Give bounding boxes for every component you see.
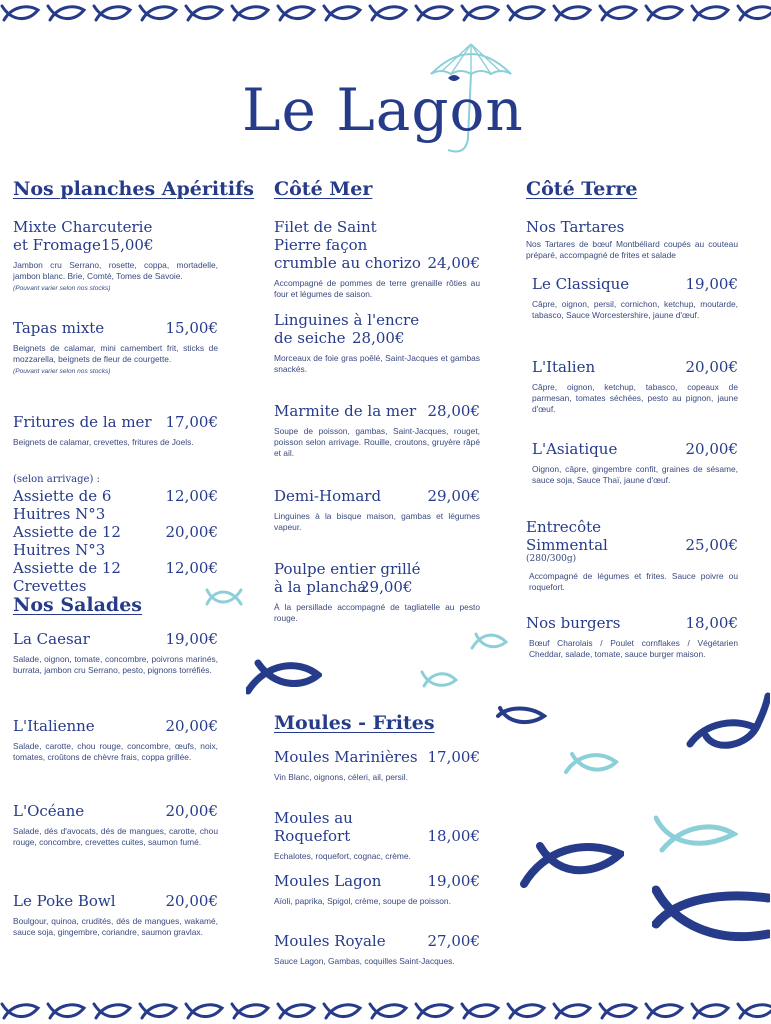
item-price: 12,00€ bbox=[165, 559, 218, 577]
column-terre bbox=[526, 178, 738, 659]
border-fish-icon bbox=[324, 6, 360, 20]
section-title-mer: Côté Mer bbox=[274, 178, 373, 200]
border-fish-icon bbox=[416, 6, 452, 20]
fish-border-bottom bbox=[0, 1000, 771, 1022]
fish-icon bbox=[564, 746, 620, 776]
item-description: Beignets de calamar, mini camembert frit, sticks de mozzarella, beignets de fleur de courgette. bbox=[13, 343, 218, 364]
item-name: Assiette de 6 Huitres N°3 bbox=[13, 487, 112, 523]
item-name: Moules Lagon bbox=[274, 872, 382, 890]
item-name: Demi-Homard bbox=[274, 487, 382, 505]
item-price: 20,00€ bbox=[165, 717, 218, 735]
item-description: Câpre, oignon, ketchup, tabasco, copeaux de parmesan, tomates séchées, pesto au pignon, jaune d'œuf. bbox=[532, 382, 738, 414]
border-fish-icon bbox=[186, 1004, 222, 1018]
border-fish-icon bbox=[278, 1004, 314, 1018]
item-name: Moules Royale bbox=[274, 932, 386, 950]
border-fish-icon bbox=[462, 1004, 498, 1018]
fish-icon bbox=[686, 692, 770, 762]
fish-icon bbox=[205, 586, 243, 608]
menu-item-classique bbox=[526, 275, 738, 321]
item-description: Sauce Lagon, Gambas, coquilles Saint-Jacques. bbox=[274, 956, 455, 966]
item-description: Câpre, oignon, persil, cornichon, ketchup, moutarde, tabasco, Sauce Worcestershire, jaune d'œuf. bbox=[532, 299, 738, 320]
border-fish-icon bbox=[278, 6, 314, 20]
fish-icon bbox=[520, 826, 624, 888]
item-name: Linguines à l'encre de seiche bbox=[274, 311, 420, 347]
border-fish-icon bbox=[370, 6, 406, 20]
fish-icon bbox=[654, 812, 738, 856]
menu-item-homard bbox=[274, 487, 480, 533]
border-fish-icon bbox=[692, 6, 728, 20]
item-weight: (280/300g) bbox=[526, 554, 577, 564]
arrivage-intro: (selon arrivage) : bbox=[13, 474, 100, 485]
item-name: Nos Tartares bbox=[526, 218, 625, 236]
menu-item-fritures bbox=[13, 413, 218, 448]
section-title-terre: Côté Terre bbox=[526, 178, 638, 200]
item-description: Boulgour, quinoa, crudités, dés de mangues, wakamé, sauce soja, gingembre, coriandre, saumon gravlax. bbox=[13, 916, 218, 937]
border-fish-icon bbox=[370, 1004, 406, 1018]
border-fish-icon bbox=[232, 6, 268, 20]
item-name: Entrecôte Simmental bbox=[526, 518, 608, 554]
item-price: 17,00€ bbox=[427, 748, 480, 766]
menu-item-lagon bbox=[274, 872, 480, 907]
fish-icon bbox=[420, 668, 458, 690]
column-aperitifs-salades bbox=[13, 178, 254, 937]
item-price: 20,00€ bbox=[165, 523, 218, 541]
item-price: 20,00€ bbox=[165, 892, 218, 910]
item-name: Le Classique bbox=[532, 275, 630, 293]
border-fish-icon bbox=[738, 6, 771, 20]
item-price: 29,00€ bbox=[427, 487, 480, 505]
item-description: Bœuf Charolais / Poulet cornflakes / Végétarien Cheddar, salade, tomate, sauce burger maison. bbox=[529, 638, 738, 659]
border-fish-icon bbox=[600, 6, 636, 20]
border-fish-icon bbox=[94, 6, 130, 20]
border-fish-icon bbox=[554, 6, 590, 20]
item-description: Morceaux de foie gras poêlé, Saint-Jacques et gambas snackés. bbox=[274, 353, 480, 374]
item-description: Salade, dés d'avocats, dés de mangues, carotte, chou rouge, concombre, crevettes cuites, saumon fumé. bbox=[13, 826, 218, 847]
menu-item-mixte bbox=[13, 218, 218, 292]
fish-icon bbox=[652, 884, 770, 950]
menu-item-linguines bbox=[274, 311, 480, 375]
item-price: 24,00€ bbox=[427, 254, 480, 272]
item-description: Vin Blanc, oignons, céleri, ail, persil. bbox=[274, 772, 408, 782]
border-fish-icon bbox=[2, 6, 38, 20]
border-fish-icon bbox=[554, 1004, 590, 1018]
menu-item-royale bbox=[274, 932, 480, 967]
section-title-moules: Moules - Frites bbox=[274, 712, 435, 734]
item-price: 19,00€ bbox=[165, 630, 218, 648]
arrivage-line bbox=[13, 487, 218, 523]
border-fish-icon bbox=[48, 1004, 84, 1018]
item-name: Tapas mixte bbox=[13, 319, 105, 337]
item-price: 20,00€ bbox=[165, 802, 218, 820]
item-name: L'Asiatique bbox=[532, 440, 618, 458]
border-fish-icon bbox=[508, 1004, 544, 1018]
menu-item-italienne bbox=[13, 717, 218, 763]
item-description: Beignets de calamar, crevettes, fritures de Joels. bbox=[13, 437, 194, 447]
menu-item-tapas bbox=[13, 319, 218, 375]
item-price: 15,00€ bbox=[165, 319, 218, 337]
arrivage-line bbox=[13, 523, 218, 559]
item-name: Poulpe entier grillé à la plancha bbox=[274, 560, 421, 596]
item-name: L'Italien bbox=[532, 358, 596, 376]
border-fish-icon bbox=[692, 1004, 728, 1018]
item-note: (Pouvant varier selon nos stocks) bbox=[13, 368, 111, 375]
menu-item-burgers bbox=[526, 614, 738, 660]
item-note: (Pouvant varier selon nos stocks) bbox=[13, 285, 111, 292]
section-title-planches: Nos planches Apéritifs bbox=[13, 178, 254, 200]
arrivage-line bbox=[13, 559, 218, 595]
border-fish-icon bbox=[508, 6, 544, 20]
item-description: Nos Tartares de bœuf Montbéliard coupés au couteau préparé, accompagné de frites et salade bbox=[526, 239, 738, 260]
item-price: 29,00€ bbox=[360, 578, 413, 596]
item-price: 18,00€ bbox=[685, 614, 738, 632]
item-price: 18,00€ bbox=[427, 827, 480, 845]
menu-item-poulpe bbox=[274, 560, 480, 624]
border-fish-icon bbox=[600, 1004, 636, 1018]
border-fish-icon bbox=[186, 6, 222, 20]
item-price: 15,00€ bbox=[101, 236, 154, 254]
border-fish-icon bbox=[140, 1004, 176, 1018]
item-name: L'Océane bbox=[13, 802, 85, 820]
menu-item-caesar bbox=[13, 630, 218, 676]
border-fish-icon bbox=[232, 1004, 268, 1018]
border-fish-icon bbox=[140, 6, 176, 20]
item-name: Nos burgers bbox=[526, 614, 621, 632]
item-price: 27,00€ bbox=[427, 932, 480, 950]
item-description: Soupe de poisson, gambas, Saint-Jacques, rouget, poisson selon arrivage. Rouille, croutons, gruyère râpé et ail. bbox=[274, 426, 480, 458]
item-price: 17,00€ bbox=[165, 413, 218, 431]
menu-item-filet bbox=[274, 218, 480, 300]
border-fish-icon bbox=[324, 1004, 360, 1018]
menu-item-tartares bbox=[526, 218, 738, 261]
fish-border-top bbox=[0, 2, 771, 24]
item-price: 12,00€ bbox=[165, 487, 218, 505]
item-description: Salade, carotte, chou rouge, concombre, œufs, noix, tomates, croûtons de chèvre frais, coppa grillée. bbox=[13, 741, 218, 762]
item-name: Mixte Charcuterie et Fromage bbox=[13, 218, 153, 254]
item-price: 19,00€ bbox=[685, 275, 738, 293]
border-fish-icon bbox=[48, 6, 84, 20]
item-description: Salade, oignon, tomate, concombre, poivrons marinés, burrata, jambon cru Serrano, pesto, pignons torréfiés. bbox=[13, 654, 218, 675]
logo bbox=[236, 38, 526, 168]
item-name: Assiette de 12 Huitres N°3 bbox=[13, 523, 121, 559]
item-name: Fritures de la mer bbox=[13, 413, 152, 431]
item-name: Le Poke Bowl bbox=[13, 892, 116, 910]
menu-item-arrivage bbox=[13, 474, 218, 595]
menu-item-marmite bbox=[274, 402, 480, 459]
menu-item-asiatique bbox=[526, 440, 738, 486]
fish-icon bbox=[246, 655, 322, 695]
item-name: L'Italienne bbox=[13, 717, 95, 735]
border-fish-icon bbox=[738, 1004, 771, 1018]
fish-icon bbox=[496, 702, 548, 728]
item-description: Jambon cru Serrano, rosette, coppa, mortadelle, jambon blanc. Brie, Comté, Tomes de Savoie. bbox=[13, 260, 218, 281]
item-name: Moules au Roquefort bbox=[274, 809, 353, 845]
menu-item-italien bbox=[526, 358, 738, 415]
item-price: 25,00€ bbox=[685, 536, 738, 554]
menu-item-entrecote bbox=[526, 518, 738, 593]
item-description: Linguines à la bisque maison, gambas et légumes vapeur. bbox=[274, 511, 480, 532]
item-name: Marmite de la mer bbox=[274, 402, 417, 420]
item-description: Aïoli, paprika, Spigol, crème, soupe de poisson. bbox=[274, 896, 451, 906]
item-price: 19,00€ bbox=[427, 872, 480, 890]
item-description: Oignon, câpre, gingembre confit, graines de sésame, sauce soja, Sauce Thaï, jaune d'œuf. bbox=[532, 464, 738, 485]
item-price: 20,00€ bbox=[685, 440, 738, 458]
item-name: Moules Marinières bbox=[274, 748, 418, 766]
item-price: 28,00€ bbox=[427, 402, 480, 420]
border-fish-icon bbox=[646, 6, 682, 20]
column-mer-moules bbox=[274, 178, 480, 966]
item-name: La Caesar bbox=[13, 630, 90, 648]
restaurant-name: Le Lagon bbox=[242, 76, 524, 144]
border-fish-icon bbox=[94, 1004, 130, 1018]
menu-item-roquefort bbox=[274, 809, 480, 862]
item-description: Accompagné de légumes et frites. Sauce poivre ou roquefort. bbox=[529, 571, 738, 592]
item-price: 20,00€ bbox=[685, 358, 738, 376]
border-fish-icon bbox=[416, 1004, 452, 1018]
border-fish-icon bbox=[646, 1004, 682, 1018]
item-description: À la persillade accompagné de tagliatelle au pesto rouge. bbox=[274, 602, 480, 623]
border-fish-icon bbox=[462, 6, 498, 20]
fish-icon bbox=[470, 630, 508, 652]
item-name: Filet de Saint Pierre façon crumble au chorizo bbox=[274, 218, 421, 272]
item-name: Assiette de 12 Crevettes bbox=[13, 559, 121, 595]
section-title-salades: Nos Salades bbox=[13, 594, 142, 616]
item-description: Echalotes, roquefort, cognac, crème. bbox=[274, 851, 411, 861]
item-description: Accompagné de pommes de terre grenaille rôties au four et légumes de saison. bbox=[274, 278, 480, 299]
menu-item-poke bbox=[13, 892, 218, 938]
menu-item-marinieres bbox=[274, 748, 480, 783]
border-fish-icon bbox=[2, 1004, 38, 1018]
item-price: 28,00€ bbox=[352, 329, 405, 347]
menu-item-oceane bbox=[13, 802, 218, 848]
